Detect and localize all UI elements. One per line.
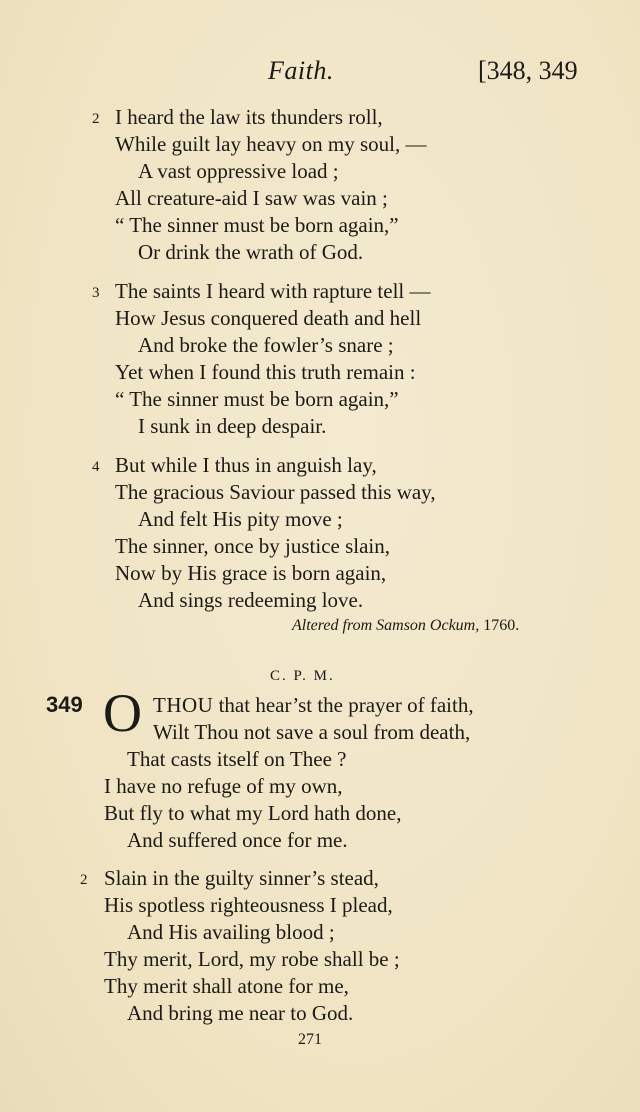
verse-line: The sinner, once by justice slain, [115,534,390,558]
verse-line: But while I thus in anguish lay, [115,453,377,477]
drop-cap: O [103,683,142,743]
verse-line: “ The sinner must be born again,” [115,213,399,237]
verse-line: Wilt Thou not save a soul from death, [153,720,471,744]
verse-line: The saints I heard with rapture tell — [115,279,431,303]
section-title: Faith. [268,56,334,85]
verse-line: And suffered once for me. [127,828,348,852]
hymn-range-header: [348, 349 [478,56,578,85]
verse-line: Or drink the wrath of God. [138,240,364,264]
verse-line: Now by His grace is born again, [115,561,387,585]
verse-line: And felt His pity move ; [138,507,343,531]
attribution-year: 1760. [483,617,520,634]
verse-line: Thy merit shall atone for me, [104,974,349,998]
verse-line: How Jesus conquered death and hell [115,306,422,330]
verse-line: I have no refuge of my own, [104,774,343,798]
verse-line: But fly to what my Lord hath done, [104,801,402,825]
verse-line: Thy merit, Lord, my robe shall be ; [104,947,400,971]
verse-line: That casts itself on Thee ? [127,747,347,771]
stanza-number: 2 [80,872,88,888]
stanza-number: 4 [92,459,100,475]
page-number: 271 [298,1031,322,1048]
verse-line: His spotless righteousness I plead, [104,893,393,917]
stanza-number: 2 [92,111,100,127]
verse-line: And His availing blood ; [127,920,335,944]
verse-line: Yet when I found this truth remain : [115,360,416,384]
verse-line: And bring me near to God. [127,1001,354,1025]
verse-line-first [153,695,474,716]
first-line-rest: that hear’st the prayer of faith, [213,693,474,717]
verse-line: The gracious Saviour passed this way, [115,480,436,504]
verse-line: “ The sinner must be born again,” [115,387,399,411]
verse-line: Slain in the guilty sinner’s stead, [104,866,379,890]
hymn-number: 349 [46,692,83,717]
stanza-number: 3 [92,285,100,301]
verse-line: I heard the law its thunders roll, [115,105,383,129]
verse-line: And sings redeeming love. [138,588,364,612]
verse-line: A vast oppressive load ; [138,159,339,183]
verse-line: All creature-aid I saw was vain ; [115,186,388,210]
verse-line: And broke the fowler’s snare ; [138,333,394,357]
verse-line: I sunk in deep despair. [138,414,327,438]
attribution-author: Altered from Samson Ockum, [292,617,480,634]
meter-label: C. P. M. [270,668,335,684]
attribution [292,617,519,635]
verse-line: While guilt lay heavy on my soul, — [115,132,427,156]
first-word: THOU [153,693,214,717]
